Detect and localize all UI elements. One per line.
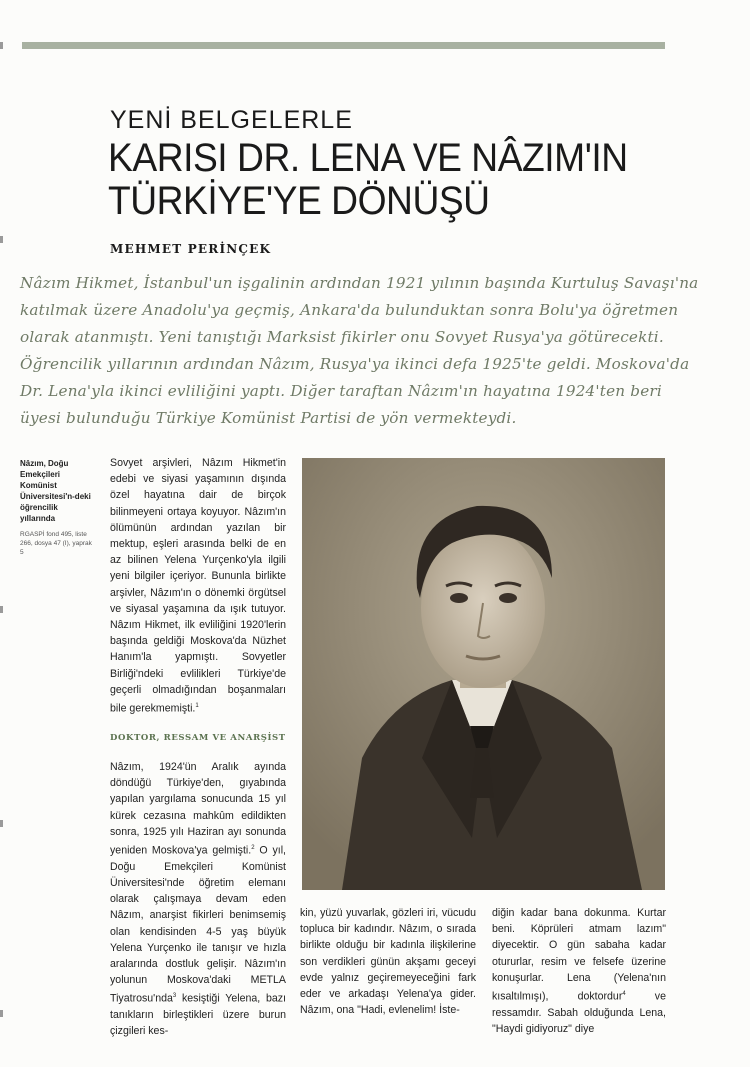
page-edge-mark — [0, 236, 3, 243]
body-paragraph: Nâzım, 1924'ün Aralık ayında döndüğü Türkiye'den, gıyabında yapılan yargılama sonucunda 15 yıl kürek cezasına mahkûm edildikten sonra, 1925 yılı Haziran ayı sonunda yeniden Moskova'ya gelmişti.$^2$ O yıl, Doğu Emekçileri Komünist Üniversitesi'nde öğretim elemanı olarak çalışmaya devam eden Nâzım, anarşist fikirleri benimsemiş olan kendisinden 4-5 yaş büyük Yelena Yurçenko ile tanışır ve hızla aralarında dostluk gelişir. Nâzım'ın yolunun Moskova'daki METLA Tiyatrosu'nda$^3$ kesiştiği Yelena, bazı tanıkların birleştikleri üzere burun çizgileri kes- — [110, 760, 286, 1038]
page-edge-mark — [0, 42, 3, 49]
photo-source: RGASPİ fond 495, liste 266, dosya 47 (I), yaprak 5 — [20, 531, 92, 556]
title-line-2: TÜRKİYE'YE DÖNÜŞÜ — [108, 179, 490, 223]
body-paragraph: diğin kadar bana dokunma. Kurtar beni. Köprüleri atmam lazım" diyecektir. O gün sabaha kadar otururlar, resim ve felsefe üzerine konuşurlar. Lena (Yelena'nın kısaltılmışı), doktordur$^4$ ve ressamdır. Sabah olduğunda Lena, "Haydi gidiyoruz" diye — [492, 907, 666, 1035]
page-edge-mark — [0, 1010, 3, 1017]
photo-caption-block — [20, 458, 92, 557]
page-edge-mark — [0, 820, 3, 827]
body-paragraph: Sovyet arşivleri, Nâzım Hikmet'in edebi ve siyasi yaşamının dışında özel hayatına dair de birçok bilinmeyeni ortaya koyuyor. Nâzım'ın ölümünün ardından yazılan bir mektup, eşleri arasında belki de en az bilinen Yelena Yurçenko'yla ilgili yeni bilgiler içeriyor. Bununla birlikte arşivler, Nâzım'ın o dönemki örgütsel ve siyasal yaşamına da ışık tutuyor. Nâzım Hikmet, ilk evliliğini 1920'lerin başında geldiği Moskova'da Nüzhet Hanım'la yapmıştı. Sovyetler Birliği'ndeki evlilikleri Türkiye'de geçerli olmadığından boşanmaları bile gerekmemişti.$^1$ — [110, 457, 286, 715]
footnote-ref: 4 — [622, 991, 626, 998]
portrait-illustration — [302, 458, 665, 890]
photo-caption: Nâzım, Doğu Emekçileri Komünist Üniversitesi'n-deki öğrencilik yıllarında — [20, 459, 91, 523]
kicker: YENİ BELGELERLE — [110, 106, 353, 134]
lead-paragraph: Nâzım Hikmet, İstanbul'un işgalinin ardından 1921 yılının başında Kurtuluş Savaşı'na katılmak üzere Anadolu'ya geçmiş, Ankara'da bulunduktan sonra Bolu'ya öğretmen olarak atanmıştı. Yeni tanıştığı Marksist fikirler onu Sovyet Rusya'ya götürecekti. Öğrencilik yıllarının ardından Nâzım, Rusya'ya ikinci defa 1925'te geldi. Moskova'da Dr. Lena'yla ikinci evliliğini yaptı. Diğer taraftan Nâzım'ın hayatına 1924'ten beri üyesi bulunduğu Türkiye Komünist Partisi de yön vermekteydi. — [20, 274, 699, 427]
body-paragraph: kin, yüzü yuvarlak, gözleri iri, vücudu topluca bir kadındır. Nâzım, o sırada birlikte olduğu bir kadınla ilişkilerine son verdikleri günün akşamı geceyi evde yalnız geçiremeyeceğini fark eder ve arkadaşı Yelena'ya gider. Nâzım, ona "Hadi, evlenelim! İste- — [300, 907, 476, 1017]
body-column-2 — [300, 905, 476, 1018]
article-title — [108, 137, 666, 223]
author-byline: MEHMET PERİNÇEK — [110, 242, 272, 256]
body-column-1 — [110, 455, 286, 1040]
footnote-ref: 1 — [195, 703, 199, 710]
body-column-3 — [492, 905, 666, 1037]
section-subhead: DOKTOR, RESSAM VE ANARŞİST — [110, 732, 286, 743]
footnote-ref: 3 — [172, 993, 177, 1000]
page-edge-mark — [0, 606, 3, 613]
portrait-photo — [302, 458, 665, 890]
footnote-ref: 2 — [251, 845, 255, 851]
top-rule — [22, 42, 665, 49]
title-line-1: KARISI DR. LENA VE NÂZIM'IN — [108, 136, 628, 180]
